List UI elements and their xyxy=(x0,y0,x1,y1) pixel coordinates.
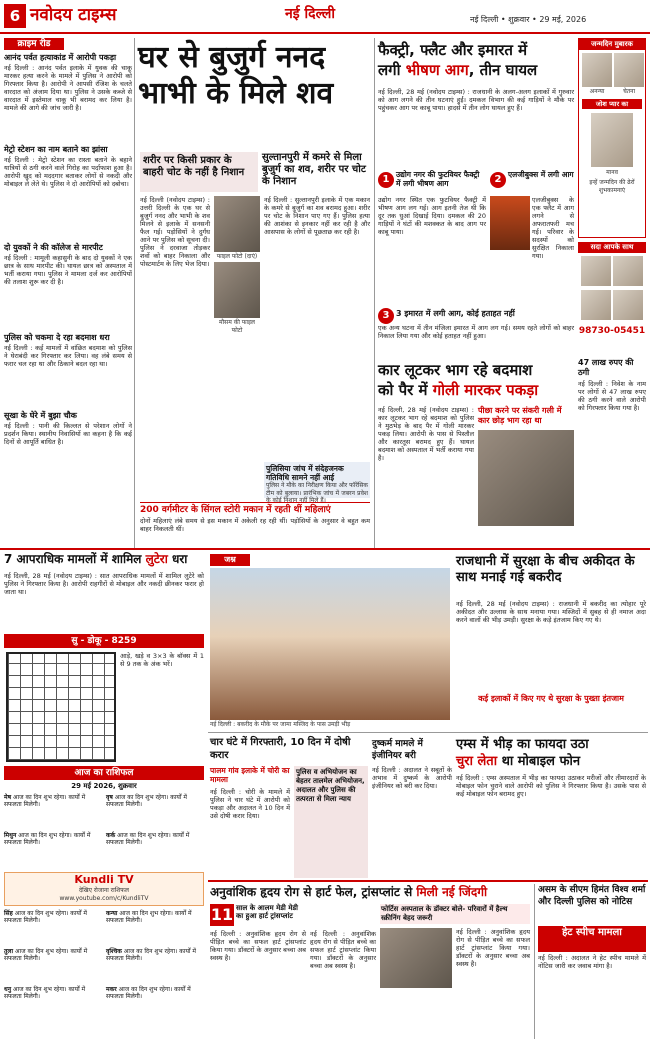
arrest-box-text: पुलिस व अभियोजन का बेहतर तालमेल अभियोजन, अदालत और पुलिस की तत्परता से मिला न्याय xyxy=(296,768,365,803)
bakrid-body: नई दिल्ली, 28 मई (नवोदय टाइम्स) : राजधानी में बकरीद का त्योहार पूरे अकीदत और उल्लास के साथ मनाया गया। मस्जिदों में सुबह से ही नमाज अदा करने वालों की भीड़ उमड़ी। सुरक्षा के कड़े इंतजाम किए गए थे। xyxy=(456,600,646,624)
victim-photo-1 xyxy=(214,196,260,252)
crime-label: क्राइम रीड xyxy=(4,38,64,50)
bakrid-caption: नई दिल्ली : बकरीद के मौके पर जामा मस्जिद के पास उमड़ी भीड़ xyxy=(210,721,351,728)
fire-photo xyxy=(490,196,530,250)
heart-body-3: नई दिल्ली : अनुवांशिक हृदय रोग से पीड़ित बच्चे का सफल हार्ट ट्रांसप्लांट किया गया। डॉक्टरों के अनुसार बच्चा अब स्वस्थ है। xyxy=(456,928,530,968)
ems-headline xyxy=(456,736,646,772)
crime-s4-body: नई दिल्ली : कई मामलों में वांछित बदमाश को पुलिस ने घेराबंदी कर गिरफ्तार कर लिया। वह लंबे समय से फरार चल रहा था और ठिकाने बदल रहा था। xyxy=(4,344,132,368)
photo-caption-1: फाइल फोटो (दाएं) xyxy=(216,253,258,260)
sudoku-label: सु - डोकू - 8259 xyxy=(4,634,204,648)
panel-photo-2 xyxy=(613,256,643,286)
heart-headline xyxy=(210,884,560,902)
jashn-label: जश्न xyxy=(210,554,250,566)
fire-point-3-badge: 3 xyxy=(378,308,394,324)
assam-tag: हेट स्पीच मामला xyxy=(538,926,646,952)
lakh-headline: 47 लाख रुपए की ठगी xyxy=(578,358,634,377)
rule xyxy=(208,732,648,733)
birthday-name-2: चेतना xyxy=(622,88,636,95)
loot-headline-b: को पैर में xyxy=(378,381,433,399)
photo-caption-2: मौसम की फाइल फोटो xyxy=(219,319,255,334)
birthday-name-1: अनन्या xyxy=(589,88,605,95)
lead-sub-right: सुल्तानपुरी में कमरे से मिला बुजुर्ग का शव, शरीर पर चोट के निशान xyxy=(262,152,366,187)
horoscope-sign: मेष आज का दिन शुभ रहेगा। कार्यों में सफलता मिलेगी। xyxy=(4,794,86,808)
horoscope-sign: वृश्चिक आज का दिन शुभ रहेगा। कार्यों में सफलता मिलेगी। xyxy=(106,948,196,962)
heart-headline-a: अनुवांशिक हृदय रोग से हार्ट फेल, ट्रांसप्लांट से xyxy=(210,885,417,899)
panel-photo-3 xyxy=(581,290,611,320)
probe-body: पुलिस ने मौके का निरीक्षण किया और फॉरेंसिक टीम को बुलाया। प्रारंभिक जांच में जबरन प्रवेश के कोई निशान नहीं मिले हैं। xyxy=(266,482,368,504)
heart-body: नई दिल्ली : अनुवांशिक हृदय रोग से पीड़ित बच्चे का सफल हार्ट ट्रांसप्लांट किया गया। डॉक्टरों के अनुसार बच्चा अब स्वस्थ है। xyxy=(210,930,306,962)
promo-sub: देखिए रोजाना राशिफल xyxy=(78,887,129,894)
loot-body: नई दिल्ली, 28 मई (नवोदय टाइम्स) : कार लूटकर भाग रहे बदमाश को पुलिस ने मुठभेड़ के बाद पैर में गोली मारकर पकड़ लिया। आरोपी के पास से पिस्तौल और कारतूस बरामद हुए हैं। घायल बदमाश को अस्पताल में भर्ती कराया गया है। xyxy=(378,406,474,462)
column-divider xyxy=(534,884,535,1039)
fire-point-1-badge: 1 xyxy=(378,172,394,188)
promo-url: www.youtube.com/c/KundliTV xyxy=(59,895,149,902)
page-number: 6 xyxy=(4,4,26,28)
horoscope-sign: वृष आज का दिन शुभ रहेगा। कार्यों में सफलता मिलेगी। xyxy=(106,794,187,808)
fire-p2-title: एलजीबुक्स में लगी आग xyxy=(508,170,574,179)
birthday-panel xyxy=(578,38,646,238)
heart-photo xyxy=(380,928,452,988)
sudoku-grid[interactable] xyxy=(6,652,116,762)
dateline: नई दिल्ली • शुक्रवार • 29 मई, 2026 xyxy=(470,15,587,24)
loot-sub: पीछा करने पर संकरी गली में कार छोड़ भाग रहा था xyxy=(478,406,562,425)
right-panel-label: सदा आपके साथ xyxy=(578,242,646,253)
loot-headline xyxy=(378,360,574,402)
horoscope-label: आज का राशिफल xyxy=(4,766,204,780)
birthday-name-3: मानव xyxy=(606,169,618,176)
victim-photo-2 xyxy=(214,262,260,318)
assam-headline: असम के सीएम हिमंत विश्व शर्मा और दिल्ली पुलिस को नोटिस xyxy=(538,885,646,907)
horoscope-sign: धनु आज का दिन शुभ रहेगा। कार्यों में सफलता मिलेगी। xyxy=(4,986,86,1000)
loot-headline-red: गोली मारकर पकड़ा xyxy=(432,381,539,399)
crime-s5-body: नई दिल्ली : पानी की किल्लत से परेशान लोगों ने प्रदर्शन किया। स्थानीय निवासियों का कहना है कि कई दिनों से आपूर्ति बाधित है। xyxy=(4,422,132,446)
birthday-photo-2 xyxy=(614,53,644,87)
birthday-tag: जोश प्यार का xyxy=(582,99,642,109)
arrest-headline: चार घंटे में गिरफ्तारी, 10 दिन में दोषी करार xyxy=(210,737,351,761)
crime-s5-title: सूखा के घेरे में बुझा चौक xyxy=(4,411,77,420)
theft-body: नई दिल्ली, 28 मई (नवोदय टाइम्स) : सात आपराधिक मामलों में शामिल लुटेरे को पुलिस ने गिरफ्तार किया है। आरोपी राहगीरों से मोबाइल और नकदी छीनकर फरार हो जाता था। xyxy=(4,572,204,596)
horoscope-sign: सिंह आज का दिन शुभ रहेगा। कार्यों में सफलता मिलेगी। xyxy=(4,910,87,924)
section-rule xyxy=(0,548,650,550)
crime-s4-title: पुलिस को चकमा दे रहा बदमाश धरा xyxy=(4,333,110,342)
fire-headline xyxy=(378,40,574,84)
bakrid-headline: राजधानी में सुरक्षा के बीच अकीदत के साथ मनाई गई बकरीद xyxy=(456,554,635,585)
dowry-headline: दुष्कर्म मामले में इंजीनियर बरी xyxy=(372,739,423,761)
horoscope-sign: मकर आज का दिन शुभ रहेगा। कार्यों में सफलता मिलेगी। xyxy=(106,986,191,1000)
kundli-promo[interactable] xyxy=(4,872,204,906)
section-rule xyxy=(208,880,648,882)
probe-box xyxy=(264,462,370,504)
ems-body: नई दिल्ली : एम्स अस्पताल में भीड़ का फायदा उठाकर मरीजों और तीमारदारों के मोबाइल फोन चुराने वाले आरोपी को पुलिस ने गिरफ्तार किया है। उसके पास से कई मोबाइल फोन बरामद हुए। xyxy=(456,774,646,798)
arrest-sub: पालम गांव इलाके में चोरी का मामला xyxy=(210,766,290,784)
loot-headline-a: कार लूटकर भाग रहे बदमाश xyxy=(378,361,533,379)
birthday-photo-1 xyxy=(582,53,612,87)
loot-photo xyxy=(478,430,574,526)
theft-headline xyxy=(4,552,204,568)
fire-point-2-badge: 2 xyxy=(490,172,506,188)
fire-p3-body: एक अन्य घटना में तीन मंजिला इमारत में आग लग गई। समय रहते लोगों को बाहर निकाल लिया गया और कोई हताहत नहीं हुआ। xyxy=(378,324,574,340)
edition-city: नई दिल्ली xyxy=(285,6,336,22)
crime-s3-title: दो युवकों ने की कॉलेज से मारपीट xyxy=(4,243,103,252)
column-divider xyxy=(134,38,135,548)
panel-phone: 98730-05451 xyxy=(578,326,646,336)
fire-headline-b: लगी xyxy=(378,61,406,79)
fire-headline-c: , तीन घायल xyxy=(468,61,538,79)
panel-photo-4 xyxy=(613,290,643,320)
bakrid-sub: कई इलाकों में किए गए थे सुरक्षा के पुख्ता इंतजाम xyxy=(478,694,624,703)
lead-headline: घर से बुजुर्ग ननद भाभी के मिले शव xyxy=(138,40,334,111)
crime-s1-title: आनंद पर्वत हत्याकांड में आरोपी पकड़ा xyxy=(4,53,117,62)
heart-badge-text: साल के आलम मेडी मेडी का हुआ हार्ट ट्रांसप्लांट xyxy=(236,904,298,920)
horoscope-grid xyxy=(4,794,204,1024)
crime-s1-body: नई दिल्ली : आनंद पर्वत इलाके में युवक की चाकू मारकर हत्या करने के मामले में पुलिस ने आरोपी को गिरफ्तार किया है। आरोपी ने आपसी रंजिश के चलते वारदात को अंजाम दिया था। पुलिस ने उसके कब्जे से वारदात में इस्तेमाल चाकू भी बरामद कर लिया है। मामले की आगे की जांच जारी है। xyxy=(4,64,132,112)
crime-s3-body: नई दिल्ली : मामूली कहासुनी के बाद दो युवकों ने एक छात्र के साथ मारपीट की। घायल छात्र को अस्पताल में भर्ती कराया गया। पुलिस ने मामला दर्ज कर आरोपियों की तलाश शुरू कर दी है। xyxy=(4,254,132,286)
newspaper-brand: नवोदय टाइम्स xyxy=(30,5,117,25)
horoscope-sign: कन्या आज का दिन शुभ रहेगा। कार्यों में सफलता मिलेगी। xyxy=(106,910,192,924)
horoscope-sign: कर्क आज का दिन शुभ रहेगा। कार्यों में सफलता मिलेगी। xyxy=(106,832,190,846)
fire-headline-red: भीषण आग xyxy=(405,61,469,79)
horoscope-date: 29 मई 2026, शुक्रवार xyxy=(71,782,137,790)
house-box-body: दोनों महिलाएं लंबे समय से इस मकान में अकेली रह रही थीं। पड़ोसियों के अनुसार वे बहुत कम बाहर निकलती थीं। xyxy=(140,517,370,533)
bakrid-photo xyxy=(210,568,450,720)
promo-brand: Kundli TV xyxy=(74,873,134,886)
ems-headline-b: था मोबाइल फोन xyxy=(497,754,581,769)
heart-fortis: फोर्टिस अस्पताल के डॉक्टर बोले- परिवारों में हैल्थ स्क्रीनिंग बेहद जरूरी xyxy=(380,904,530,924)
horoscope-sign: तुला आज का दिन शुभ रहेगा। कार्यों में सफलता मिलेगी। xyxy=(4,948,88,962)
lead-body-2: नई दिल्ली : सुल्तानपुरी इलाके में एक मकान के कमरे से बुजुर्ग का शव बरामद हुआ। शरीर पर चोट के निशान पाए गए हैं। पुलिस हत्या की आशंका से इनकार नहीं कर रही है और आसपास के लोगों से पूछताछ कर रही है। xyxy=(264,196,370,236)
theft-headline-red: लुटेरा xyxy=(145,552,168,566)
birthday-label: जन्मदिन मुबारक xyxy=(579,39,645,50)
column-divider xyxy=(374,38,375,548)
fire-p2-body: एलजीबुक्स के एक फ्लैट में आग लगने से अफरातफरी मच गई। परिवार के सदस्यों को सुरक्षित निकाला गया। xyxy=(532,196,574,260)
fire-p3-title: 3 इमारत में लगी आग, कोई हताहत नहीं xyxy=(396,309,515,318)
crime-s2-body: नई दिल्ली : मेट्रो स्टेशन का रास्ता बताने के बहाने यात्रियों से ठगी करने वाले गिरोह का पर्दाफाश हुआ है। आरोपी खुद को मददगार बताकर लोगों से नकदी और मोबाइल ले लेते थे। पुलिस ने दो आरोपियों को दबोचा। xyxy=(4,156,132,188)
crime-s2-title: मेट्रो स्टेशन का नाम बताने का झांसा xyxy=(4,145,108,154)
fire-body: नई दिल्ली, 28 मई (नवोदय टाइम्स) : राजधानी के अलग-अलग इलाकों में गुरुवार को आग लगने की तीन घटनाएं हुईं। दमकल विभाग की कई गाड़ियों ने मौके पर पहुंचकर आग पर काबू पाया। हादसे में तीन लोग घायल हुए हैं। xyxy=(378,88,574,112)
arrest-box xyxy=(294,766,368,878)
theft-headline-b: धरा xyxy=(167,552,188,566)
dowry-body: नई दिल्ली : अदालत ने सबूतों के अभाव में दुष्कर्म के आरोपी इंजीनियर को बरी कर दिया। xyxy=(372,766,452,790)
heart-badge: 11 xyxy=(210,905,234,924)
heart-headline-red: मिली नई जिंदगी xyxy=(416,885,488,899)
lead-body-1: नई दिल्ली (नवोदय टाइम्स) : उत्तरी दिल्ली के एक घर से बुजुर्ग ननद और भाभी के शव मिलने से इलाके में सनसनी फैल गई। पड़ोसियों ने दुर्गंध आने पर पुलिस को सूचना दी। पुलिस ने दरवाजा तोड़कर शवों को बाहर निकाला और पोस्टमार्टम के लिए भेज दिया। xyxy=(140,196,210,268)
house-box xyxy=(140,502,370,548)
probe-title: पुलिसिया जांच में संदेहजनक गतिविधि सामने नहीं आई xyxy=(266,464,344,482)
house-box-title: 200 वर्गमीटर के सिंगल स्टोरी मकान में रहती थीं महिलाएं xyxy=(140,505,331,515)
ems-headline-a: एम्स में भीड़ का फायदा उठा xyxy=(456,737,589,752)
ems-headline-red: चुरा लेता xyxy=(456,754,498,769)
sudoku-rules: आड़े, खड़े व 3×3 के बॉक्स में 1 से 9 तक के अंक भरें। xyxy=(120,652,204,668)
masthead xyxy=(0,0,650,34)
assam-body: नई दिल्ली : अदालत ने हेट स्पीच मामले में नोटिस जारी कर जवाब मांगा है। xyxy=(538,954,646,970)
arrest-body: नई दिल्ली : चोरी के मामले में पुलिस ने चार घंटे में आरोपी को पकड़ा और अदालत ने 10 दिन में उसे दोषी करार दिया। xyxy=(210,788,290,820)
lakh-body: नई दिल्ली : निवेश के नाम पर लोगों से 47 लाख रुपए की ठगी करने वाले आरोपी को गिरफ्तार किया गया है। xyxy=(578,380,646,412)
theft-headline-a: 7 आपराधिक मामलों में शामिल xyxy=(4,552,146,566)
lead-sub-left: शरीर पर किसी प्रकार के बाहरी चोट के नहीं है निशान xyxy=(140,152,258,192)
heart-body-2: नई दिल्ली : अनुवांशिक हृदय रोग से पीड़ित बच्चे का सफल हार्ट ट्रांसप्लांट किया गया। डॉक्टरों के अनुसार बच्चा अब स्वस्थ है। xyxy=(310,930,376,970)
right-panel xyxy=(578,242,646,354)
horoscope-sign: मिथुन आज का दिन शुभ रहेगा। कार्यों में सफलता मिलेगी। xyxy=(4,832,91,846)
fire-p1-title: उद्योग नगर की फुटवियर फैक्ट्री में लगी भीषण आग xyxy=(396,170,480,188)
crime-column xyxy=(4,38,132,558)
fire-headline-a: फैक्ट्री, फ्लैट और इमारत में xyxy=(378,41,528,59)
birthday-sub: इन्हें जन्मदिन की ढेरों शुभकामनाएं xyxy=(589,179,635,194)
fire-p1-body: उद्योग नगर स्थित एक फुटवियर फैक्ट्री में भीषण आग लग गई। आग इतनी तेज थी कि दूर तक धुआं दिखाई दिया। दमकल की 20 गाड़ियों ने घंटों की मशक्कत के बाद आग पर काबू पाया। xyxy=(378,196,486,236)
panel-photo-1 xyxy=(581,256,611,286)
birthday-photo-3 xyxy=(591,113,633,167)
